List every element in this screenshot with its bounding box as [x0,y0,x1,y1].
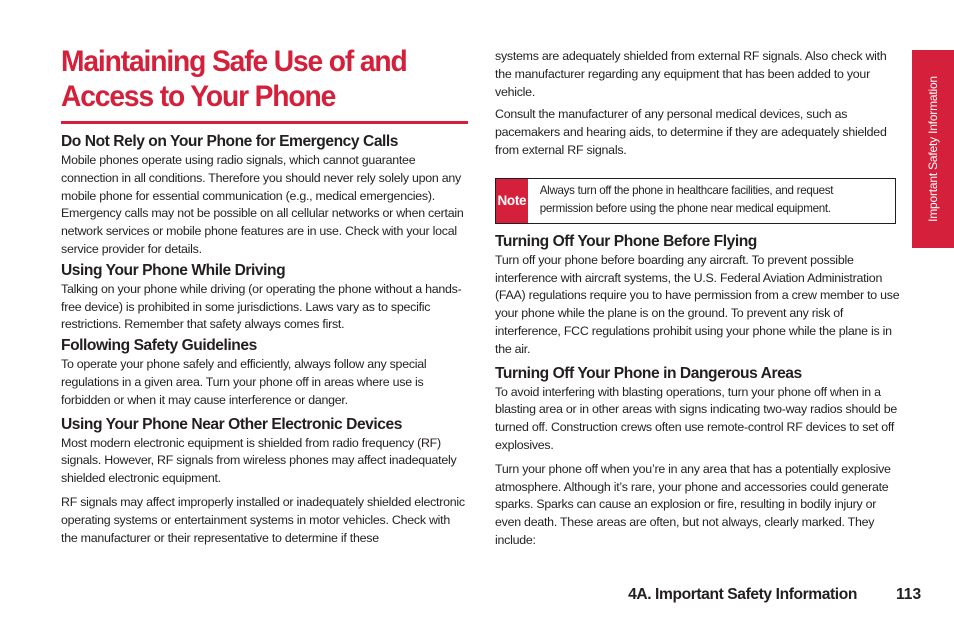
paragraph-emergency-calls: Mobile phones operate using radio signals, which cannot guarantee connection in all conditions. Therefore you should never rely solely upon any mobile phone for essential communication (e.g., medical emergencies). Emergency calls may not be possible on all cellular networks or when certain network services or mobile phone features are in use. Check with your local service provider for details. [61,153,464,256]
page-title: Maintaining Safe Use of and Access to Your Phone [61,45,407,113]
side-tab-label: Important Safety Information [926,76,940,222]
section-heading-electronic-devices: Using Your Phone Near Other Electronic Devices [61,415,402,433]
note-text: Always turn off the phone in healthcare facilities, and request permission before using the phone near medical equipment. [539,183,834,215]
paragraph-driving: Talking on your phone while driving (or operating the phone without a hands-free device) is prohibited in some jurisdictions. Laws vary as to specific restrictions. Remember that safety always comes first. [61,281,462,332]
side-tab [912,50,954,248]
paragraph-vehicle-shielding: systems are adequately shielded from external RF signals. Also check with the manufacturer regarding any equipment that has been added to your vehicle. [495,49,887,99]
page-number: 113 [896,586,922,603]
section-heading-emergency-calls: Do Not Rely on Your Phone for Emergency Calls [61,133,399,150]
paragraph-blasting-areas: To avoid interfering with blasting operations, turn your phone off when in a blasting area or in other areas with signs indicating two-way radios should be turned off. Construction crews often use remote-control RF devices to set off explosives. [495,384,898,452]
paragraph-explosive-atmosphere: Turn your phone off when you’re in any area that has a potentially explosive atmosphere. Although it’s rare, your phone and accessories could generate sparks. Sparks can cause an explosion or fire, resulting in bodily injury or even death. These areas are often, but not always, clearly marked. They include: [495,461,891,547]
note-label: Note [496,179,528,223]
section-heading-driving: Using Your Phone While Driving [61,261,286,279]
left-column [61,132,469,547]
title-divider [61,121,468,124]
paragraph-safety-guidelines: To operate your phone safely and efficiently, always follow any special regulations in a given area. Turn your phone off in areas where use is forbidden or when it may cause interference or danger. [61,357,427,407]
paragraph-electronic-devices-2: RF signals may affect improperly installed or inadequately shielded electronic operating systems or entertainment systems in motor vehicles. Check with the manufacturer or their representative to determine if these [61,494,465,545]
right-column [495,48,901,550]
section-heading-flying: Turning Off Your Phone Before Flying [495,232,757,250]
section-heading-dangerous-areas: Turning Off Your Phone in Dangerous Areas [495,364,802,382]
note-box [495,178,896,224]
footer-section-title: 4A. Important Safety Information [628,586,857,603]
section-heading-safety-guidelines: Following Safety Guidelines [61,337,257,355]
paragraph-electronic-devices-1: Most modern electronic equipment is shielded from radio frequency (RF) signals. However, RF signals from wireless phones may affect inadequately shielded electronic equipment. [61,435,457,486]
paragraph-medical-devices: Consult the manufacturer of any personal medical devices, such as pacemakers and hearing aids, to determine if they are adequately shielded from external RF signals. [495,107,887,157]
paragraph-flying: Turn off your phone before boarding any aircraft. To prevent possible interference with aircraft systems, the U.S. Federal Aviation Administration (FAA) regulations require you to have permission from a crew member to use your phone while the plane is on the ground. To prevent any risk of interference, FCC regulations prohibit using your phone while the plane is in the air. [495,252,900,356]
